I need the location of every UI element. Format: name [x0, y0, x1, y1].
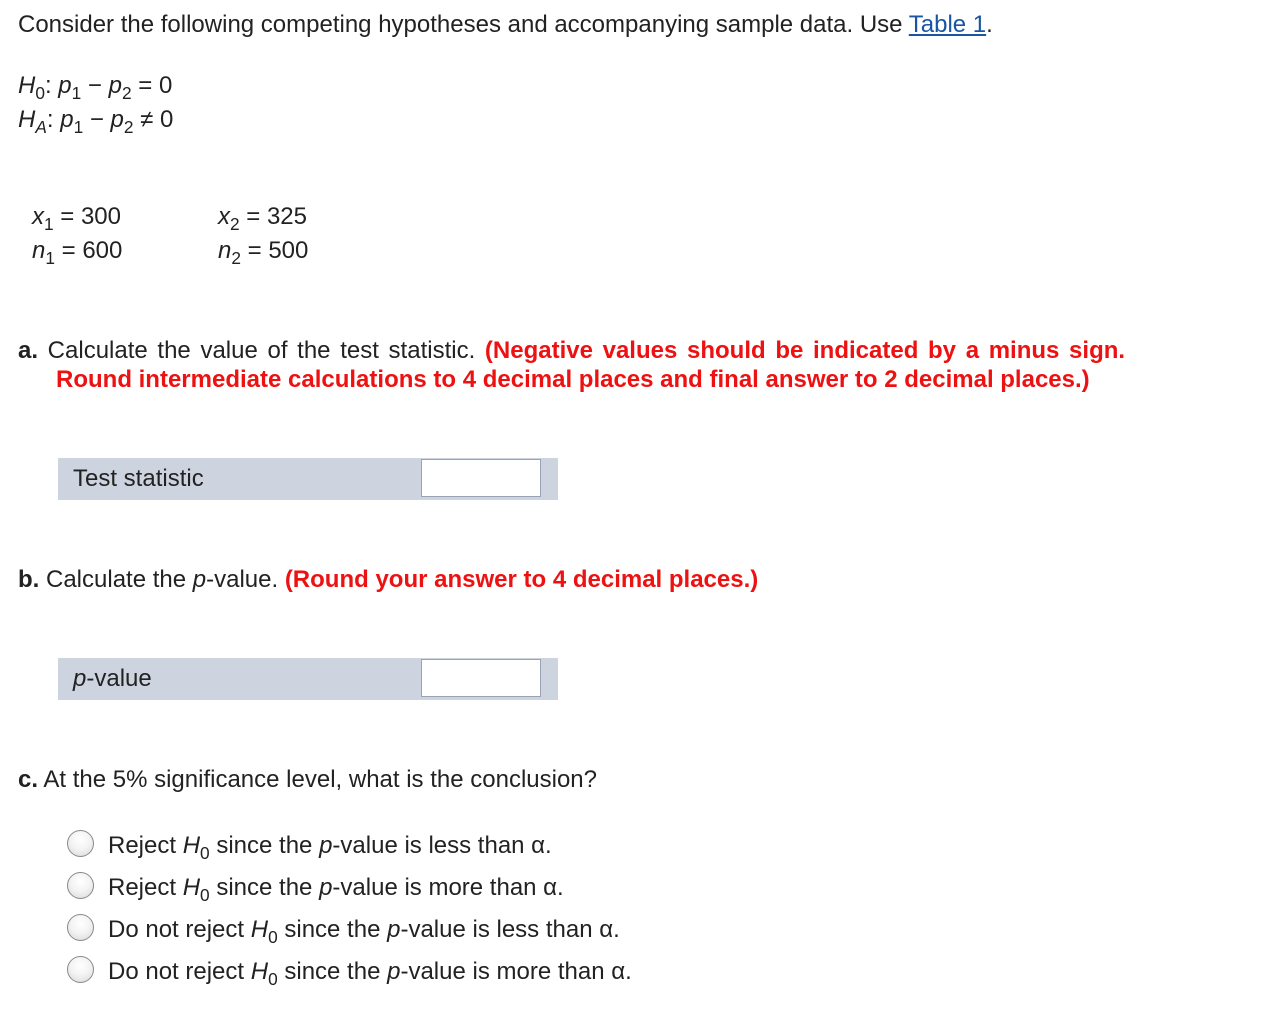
option-3-suffix: -value is less than α. — [400, 916, 620, 943]
option-1-h: H — [182, 832, 201, 859]
sample-x1 — [32, 203, 122, 235]
ha-subscript: A — [35, 117, 47, 138]
table-1-link[interactable]: Table 1 — [908, 11, 987, 38]
option-4-prefix: Do not reject — [108, 958, 251, 985]
h0-p1: p — [58, 72, 72, 99]
x1-value: = 300 — [53, 203, 122, 230]
test-statistic-label: Test statistic — [73, 465, 204, 492]
ha-relation: ≠ 0 — [133, 106, 174, 133]
option-3-prefix: Do not reject — [108, 916, 251, 943]
option-3-mid: since the — [277, 916, 388, 943]
n2-sub: 2 — [231, 248, 241, 269]
option-2-h-sub: 0 — [200, 885, 210, 906]
part-a-instruction-1: (Negative values should be indicated by a minus sign. — [484, 337, 1126, 364]
option-2-mid: since the — [209, 874, 320, 901]
option-radio-2[interactable] — [67, 872, 94, 899]
sample-n1 — [32, 237, 123, 269]
p-value-label-italic: p — [73, 665, 87, 692]
option-label-4[interactable] — [108, 958, 632, 990]
option-1-prefix: Reject — [108, 832, 183, 859]
h0-minus: − — [81, 72, 109, 99]
option-2-prefix: Reject — [108, 874, 183, 901]
h0-p2: p — [108, 72, 122, 99]
ha-p1: p — [60, 106, 74, 133]
p-value-input[interactable] — [421, 659, 541, 697]
ha-colon: : — [46, 106, 54, 133]
x1-var: x — [32, 203, 44, 230]
option-4-suffix: -value is more than α. — [400, 958, 632, 985]
option-label-3[interactable] — [108, 916, 620, 948]
ha-symbol: H — [18, 106, 36, 133]
x2-var: x — [218, 203, 230, 230]
h0-subscript: 0 — [35, 83, 45, 104]
intro-text-before: Consider the following competing hypotheses and accompanying sample data. Use — [18, 11, 909, 38]
option-1-suffix: -value is less than α. — [332, 832, 552, 859]
p-value-label-rest: -value — [86, 665, 152, 692]
option-1-p: p — [319, 832, 333, 859]
sample-n2 — [218, 237, 309, 269]
n1-var: n — [32, 237, 46, 264]
test-statistic-input[interactable] — [421, 459, 541, 497]
p-value-label — [73, 665, 152, 693]
option-2-p: p — [319, 874, 333, 901]
option-label-1[interactable] — [108, 832, 552, 864]
part-b-text-italic: p — [192, 566, 207, 593]
option-3-h: H — [250, 916, 269, 943]
x2-sub: 2 — [230, 214, 240, 235]
h0-p1-sub: 1 — [71, 83, 82, 104]
option-radio-1[interactable] — [67, 830, 94, 857]
option-1-mid: since the — [209, 832, 320, 859]
option-4-mid: since the — [277, 958, 388, 985]
ha-p2: p — [110, 106, 124, 133]
part-c-question — [18, 766, 597, 794]
ha-p2-sub: 2 — [123, 117, 134, 138]
option-4-h-sub: 0 — [268, 969, 278, 990]
option-4-h: H — [250, 958, 269, 985]
n1-sub: 1 — [45, 248, 55, 269]
part-b-text-before: Calculate the — [39, 566, 193, 593]
option-1-h-sub: 0 — [200, 843, 210, 864]
n1-value: = 600 — [54, 237, 123, 264]
intro-text-after: . — [986, 11, 993, 38]
option-label-2[interactable] — [108, 874, 564, 906]
h0-p2-sub: 2 — [121, 83, 132, 104]
part-a-letter: a. — [18, 337, 39, 364]
option-3-p: p — [387, 916, 401, 943]
alternative-hypothesis — [18, 106, 174, 138]
option-2-suffix: -value is more than α. — [332, 874, 564, 901]
option-4-p: p — [387, 958, 401, 985]
part-b-letter: b. — [18, 566, 40, 593]
part-b-text-after: -value. — [206, 566, 285, 593]
option-radio-4[interactable] — [67, 956, 94, 983]
n2-var: n — [218, 237, 232, 264]
option-3-h-sub: 0 — [268, 927, 278, 948]
part-c-text: At the 5% significance level, what is the conclusion? — [38, 766, 597, 793]
x1-sub: 1 — [44, 214, 54, 235]
ha-p1-sub: 1 — [73, 117, 84, 138]
h0-colon: : — [44, 72, 52, 99]
h0-relation: = 0 — [131, 72, 173, 99]
sample-x2 — [218, 203, 308, 235]
part-b-question — [18, 566, 758, 594]
intro-text — [18, 11, 993, 39]
h0-symbol: H — [18, 72, 36, 99]
null-hypothesis — [18, 72, 173, 104]
option-2-h: H — [182, 874, 201, 901]
part-c-letter: c. — [18, 766, 39, 793]
ha-minus: − — [83, 106, 111, 133]
part-b-instruction: (Round your answer to 4 decimal places.) — [284, 566, 759, 593]
p-value-row — [58, 658, 558, 700]
part-a-instruction-2: Round intermediate calculations to 4 decimal places and final answer to 2 decimal places.) — [56, 366, 1090, 393]
test-statistic-row — [58, 458, 558, 500]
option-radio-3[interactable] — [67, 914, 94, 941]
x2-value: = 325 — [239, 203, 308, 230]
part-a-text: Calculate the value of the test statistic. — [38, 337, 485, 364]
part-a-question — [18, 336, 1258, 366]
n2-value: = 500 — [240, 237, 309, 264]
